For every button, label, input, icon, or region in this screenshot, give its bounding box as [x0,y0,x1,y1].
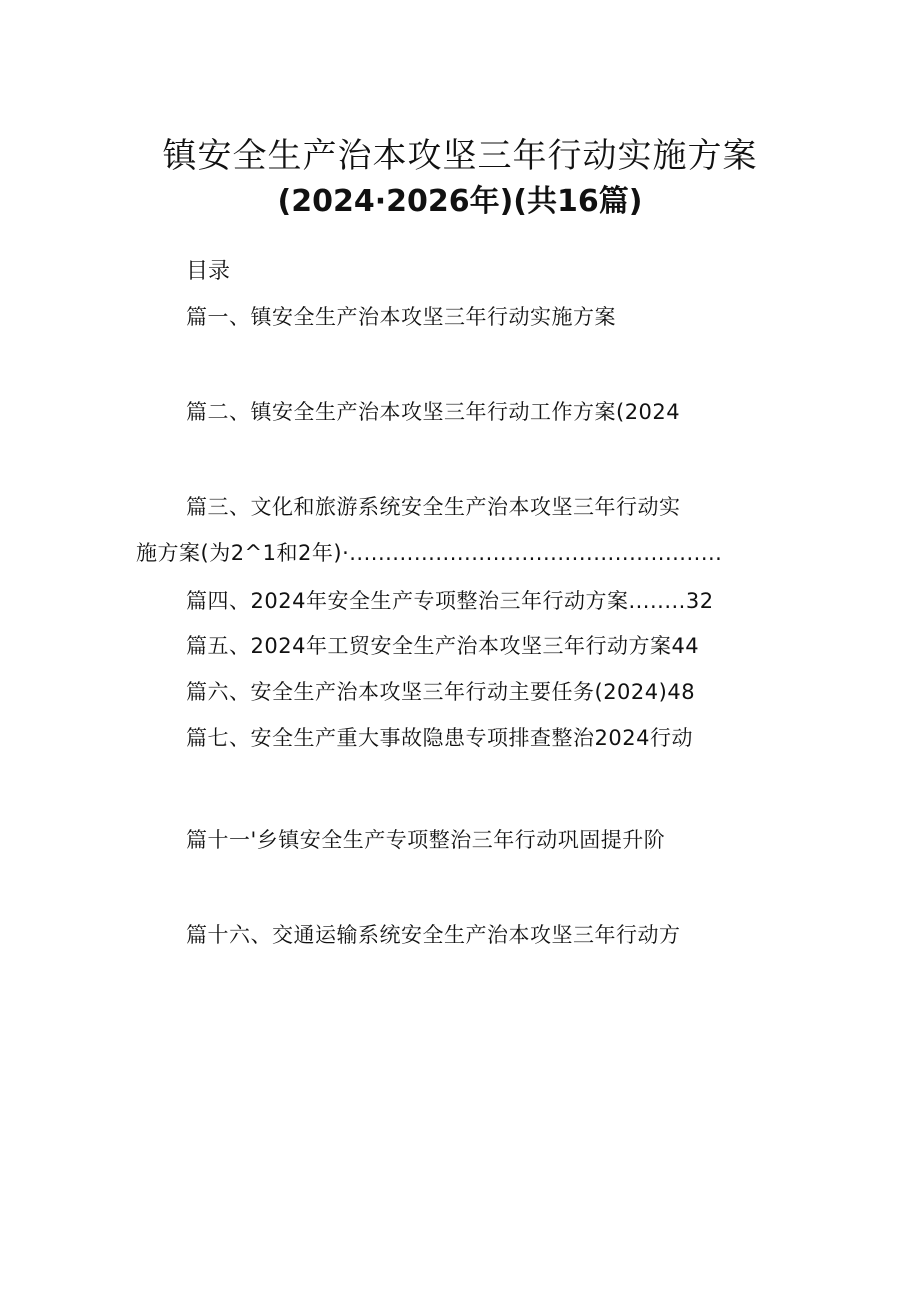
toc-item-7[interactable]: 篇七、安全生产重大事故隐患专项排查整治2024行动 [186,726,693,750]
toc-item-16[interactable]: 篇十六、交通运输系统安全生产治本攻坚三年行动方 [186,923,681,947]
document-title: 镇安全生产治本攻坚三年行动实施方案 [162,136,758,176]
toc-item-1[interactable]: 篇一、镇安全生产治本攻坚三年行动实施方案 [186,305,616,329]
toc-item-6[interactable]: 篇六、安全生产治本攻坚三年行动主要任务(2024)48 [186,680,696,704]
toc-item-4[interactable]: 篇四、2024年安全生产专项整治三年行动方案........32 [186,589,714,613]
toc-heading: 目录 [186,259,231,284]
toc-item-3-continued[interactable]: 施方案(为2^1和2年)·.................................................... [136,541,723,565]
toc-item-3[interactable]: 篇三、文化和旅游系统安全生产治本攻坚三年行动实 [186,495,681,519]
toc-item-2[interactable]: 篇二、镇安全生产治本攻坚三年行动工作方案(2024 [186,400,681,424]
toc-item-11[interactable]: 篇十一'乡镇安全生产专项整治三年行动巩固提升阶 [186,828,666,852]
toc-item-5[interactable]: 篇五、2024年工贸安全生产治本攻坚三年行动方案44 [186,634,700,658]
document-subtitle: (2024·2026年)(共16篇) [277,184,643,219]
